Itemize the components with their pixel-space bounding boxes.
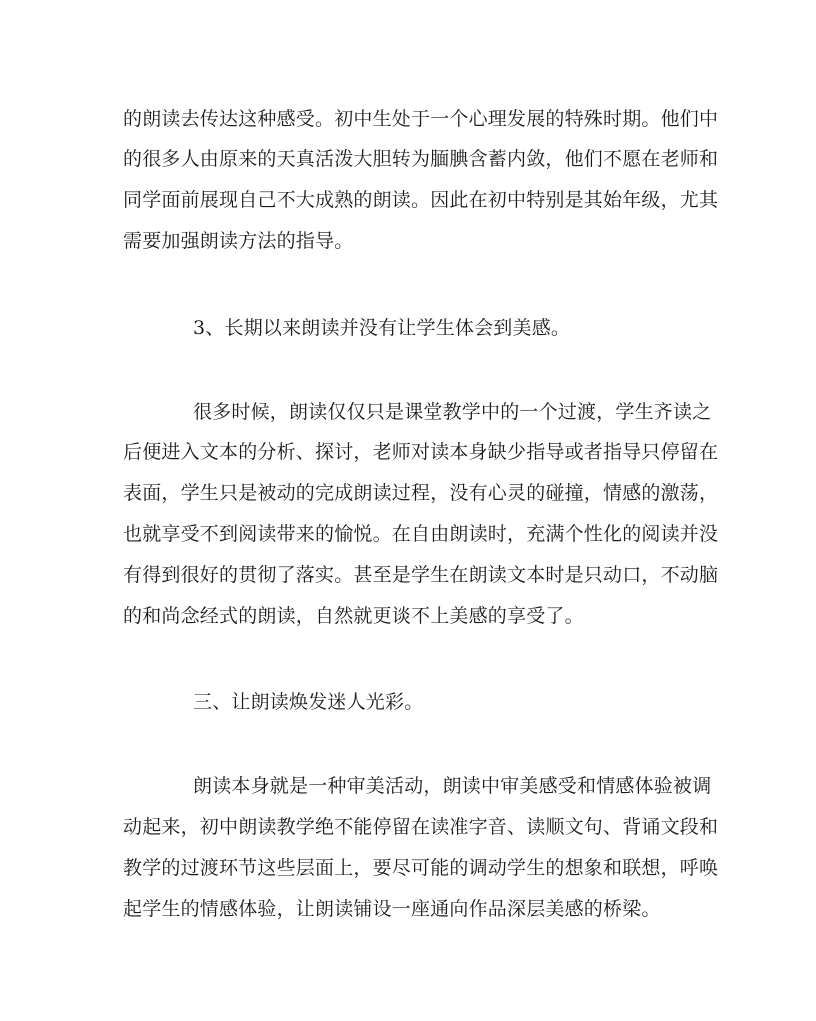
paragraph-3-line-1: 朗读本身就是一种审美活动，朗读中审美感受和情感体验被调 [193,775,712,797]
paragraph-2-line-1: 很多时候，朗读仅仅只是课堂教学中的一个过渡，学生齐读之 [193,401,712,423]
section-heading-3: 3、长期以来朗读并没有让学生体会到美感。 [193,317,571,339]
paragraph-1-line-2: 的很多人由原来的天真活泼大胆转为腼腆含蓄内敛，他们不愿在老师和 [123,148,719,170]
paragraph-2-line-2: 后便进入文本的分析、探讨，老师对读本身缺少指导或者指导只停留在 [123,441,719,463]
paragraph-1-line-1: 的朗读去传达这种感受。初中生处于一个心理发展的特殊时期。他们中 [123,108,719,130]
paragraph-2-line-4: 也就享受不到阅读带来的愉悦。在自由朗读时，充满个性化的阅读并没 [123,523,719,545]
paragraph-1-line-3: 同学面前展现自己不大成熟的朗读。因此在初中特别是其始年级，尤其 [123,189,719,211]
paragraph-2-line-5: 有得到很好的贯彻了落实。甚至是学生在朗读文本时是只动口，不动脑 [123,564,719,586]
paragraph-1-line-4: 需要加强朗读方法的指导。 [123,230,354,252]
paragraph-3-line-3: 教学的过渡环节这些层面上，要尽可能的调动学生的想象和联想，呼唤 [123,857,719,879]
section-heading-three: 三、让朗读焕发迷人光彩。 [193,691,424,713]
paragraph-3-line-2: 动起来，初中朗读教学绝不能停留在读准字音、读顺文句、背诵文段和 [123,816,719,838]
paragraph-2-line-3: 表面，学生只是被动的完成朗读过程，没有心灵的碰撞，情感的激荡， [123,482,719,504]
paragraph-2-line-6: 的和尚念经式的朗读，自然就更谈不上美感的享受了。 [123,605,584,627]
paragraph-3-line-4: 起学生的情感体验，让朗读铺设一座通向作品深层美感的桥梁。 [123,898,661,920]
